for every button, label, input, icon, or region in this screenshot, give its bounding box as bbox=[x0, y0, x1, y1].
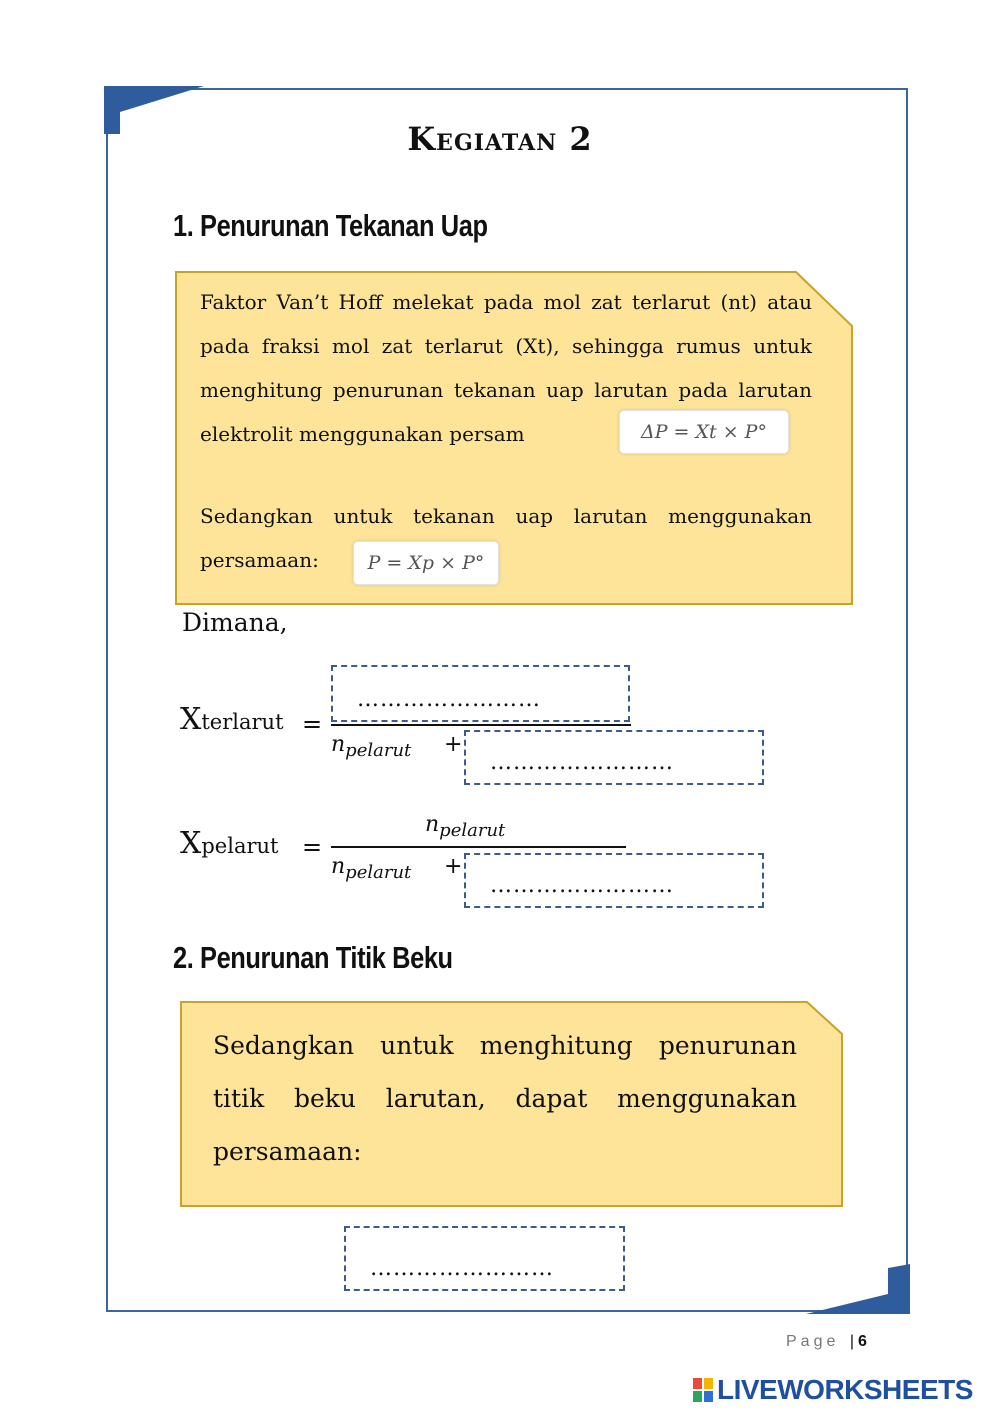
note-paragraph-freezing: Sedangkan untuk menghitung penurunan titik beku larutan, dapat menggunakan persamaan: bbox=[213, 1031, 797, 1166]
liveworksheets-badge-icon bbox=[693, 1378, 713, 1402]
note-paragraph-1: Faktor Van’t Hoff melekat pada mol zat terlarut (nt) atau pada fraksi mol zat terlarut (Xt), sehingga rumus untuk menghitung penurunan tekanan uap larutan pada larutan elektrolit menggunakan persam bbox=[200, 290, 812, 446]
equals-sign: = bbox=[302, 833, 323, 861]
page-number-footer: Page | 6 bbox=[786, 1333, 867, 1350]
equals-sign: = bbox=[302, 710, 323, 738]
n-pelarut-term: $n_{pelarut}$ bbox=[331, 854, 412, 883]
dimana-label: Dimana, bbox=[182, 608, 288, 637]
n-pelarut-numerator: $n_{pelarut}$ bbox=[425, 812, 506, 841]
plus-sign: + bbox=[444, 854, 463, 879]
x-pelarut-label: Xpelarut bbox=[180, 826, 279, 861]
plus-sign: + bbox=[444, 732, 463, 757]
answer-input-x-pelarut-denominator[interactable]: …………………… bbox=[464, 853, 764, 908]
n-pelarut-term: $n_{pelarut}$ bbox=[331, 732, 412, 761]
answer-input-x-terlarut-denominator[interactable]: …………………… bbox=[464, 730, 764, 785]
liveworksheets-logo: LIVEWORKSHEETS bbox=[693, 1374, 973, 1406]
fraction-bar bbox=[331, 724, 631, 726]
x-terlarut-label: Xterlarut bbox=[180, 702, 284, 737]
section-heading-freezing-point: 2. Penurunan Titik Beku bbox=[173, 940, 453, 975]
equation-p-image: P = Xp × P° bbox=[353, 541, 499, 585]
note-paragraph-2: Sedangkan untuk tekanan uap larutan menggunakan persamaan: bbox=[200, 504, 812, 572]
fraction-bar bbox=[331, 846, 626, 848]
equation-delta-p-image: ΔP = Xt × P° bbox=[619, 410, 789, 454]
corner-decoration-bottom-right bbox=[806, 1264, 910, 1314]
page-title: Kegiatan 2 bbox=[407, 120, 593, 158]
section-heading-vapor-pressure: 1. Penurunan Tekanan Uap bbox=[173, 208, 488, 243]
answer-input-freezing-equation[interactable]: …………………… bbox=[344, 1226, 625, 1291]
answer-input-x-terlarut-numerator[interactable]: …………………… bbox=[331, 665, 630, 722]
